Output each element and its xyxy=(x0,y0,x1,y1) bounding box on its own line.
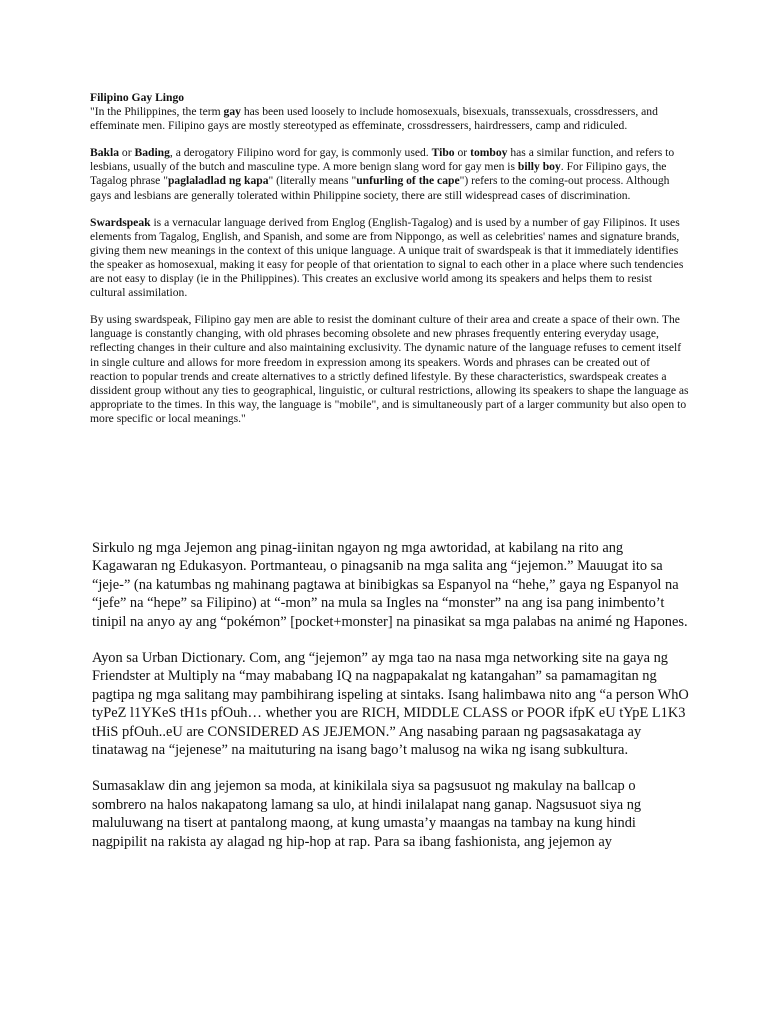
paragraph-fashion: Sumasaklaw din ang jejemon sa moda, at kinikilala siya sa pagsusuot ng makulay na ballcap o sombrero na halos nakapatong lamang sa ulo, at hindi inilalapat nang ganap. Nagsusuot siya ng maluluwang na tisert at pantalong maong, at kung umasta’y maangas na tambay na kung hindi nagpipilit na rakista ay alagad ng hip-hop at rap. Para sa ibang fashionista, ang jejemon ay xyxy=(92,778,642,850)
bold-term-bading: Bading xyxy=(134,146,170,160)
section-title: Filipino Gay Lingo xyxy=(90,91,185,104)
bold-term-bakla: Bakla xyxy=(90,146,119,160)
text-run: " (literally means " xyxy=(268,174,357,188)
tagalog-section xyxy=(92,539,692,869)
text-run: , a derogatory Filipino word for gay, is commonly used. xyxy=(169,146,432,160)
bold-term-gay: gay xyxy=(223,105,241,119)
paragraph-urban-dictionary: Ayon sa Urban Dictionary. Com, ang “jejemon” ay mga tao na nasa mga networking site na gaya ng Friendster at Multiply na “may mababang IQ na nagpapakalat ng katangahan” sa pamamagitan ng pagtipa ng mga salitang may pambihirang ispeling at sintaks. Isang halimbawa nito ang “a person WhO tyPeZ l1YKeS tH1s pfOuh… whether you are RICH, MIDDLE CLASS or POOR ifpK eU tYpE L1K3 tHiS pfOuh..eU are CONSIDERED AS JEJEMON.” Ang nasabing paraan ng pagsasakataga ay tinatawag na “jejenese” na maituturing na isang bago’t malusog na wika ng isang subkultura. xyxy=(92,650,689,759)
english-section xyxy=(90,91,690,439)
bold-term-tomboy: tomboy xyxy=(470,146,508,160)
text-run: or xyxy=(454,146,471,160)
text-run: has a similar function, and refers to lesbians, usually of the butch and masculine type. A more benign slang word for gay men is xyxy=(90,146,675,174)
paragraph-swardspeak xyxy=(90,216,690,301)
paragraph-resist: By using swardspeak, Filipino gay men are able to resist the dominant culture of their area and create a space of their own. The language is constantly changing, with old phrases becoming obsolete and new phrases frequently entering everyday usage, reflecting changes in their culture and also maintaining exclusivity. The dynamic nature of the language refuses to cement itself in single culture and allows for more freedom in expression among its speakers. Words and phrases can be created out of reaction to popular trends and create alternatives to a strictly defined lifestyle. By these characteristics, swardspeak creates a dissident group without any ties to geographical, linguistic, or cultural restrictions, allowing its speakers to shape the language as appropriate to the times. In this way, the language is "mobile", and is simultaneously part of a larger community but also open to more specific or local meanings." xyxy=(90,313,689,425)
bold-term-swardspeak: Swardspeak xyxy=(90,215,151,229)
text-run: or xyxy=(119,146,135,160)
paragraph-bakla xyxy=(90,146,690,202)
bold-term-paglaladlad: paglaladlad ng kapa xyxy=(167,174,269,188)
bold-term-billy-boy: billy boy xyxy=(517,160,561,174)
text-run: has been used loosely to include homosexuals, bisexuals, transsexuals, crossdressers, and effeminate men. Filipino gays are mostly stereotyped as effeminate, crossdressers, hairdressers, camp and ridiculed. xyxy=(90,105,658,133)
bold-term-tibo: Tibo xyxy=(431,146,455,160)
paragraph-jejemon-circle: Sirkulo ng mga Jejemon ang pinag-iinitan ngayon ng mga awtoridad, at kabilang na rito ang Kagawaran ng Edukasyon. Portmanteau, o pinagsanib na mga salita ang “jejemon.” Mauugat ito sa “jeje-” (na katumbas ng mahinang pagtawa at binibigkas sa Espanyol na “hehe,” gaya ng Espanyol na “jefe” na “hepe” sa Filipino) at “-mon” na mula sa Ingles na “monster” na ang isa pang inimbento’t tinipil na anyo ay ang “pokémon” [pocket+monster] na pinasikat sa mga palabas na animé ng Hapones. xyxy=(92,540,688,630)
paragraph-intro xyxy=(90,105,690,133)
text-run: is a vernacular language derived from Englog (English-Tagalog) and is used by a number of gay Filipinos. It uses elements from Tagalog, English, and Spanish, and some are from Nippongo, as well as celebrities' names and signature brands, giving them new meanings in the context of this unique language. A unique trait of swardspeak is that it immediately identifies the speaker as homosexual, making it easy for people of that orientation to signal to each other in a place where such tendencies are not easy to display (ie in the Philippines). This creates an exclusive world among its speakers and helps them to resist cultural assimilation. xyxy=(90,215,684,300)
text-run: . For Filipino gays, the Tagalog phrase " xyxy=(90,160,667,188)
text-run: "In the Philippines, the term xyxy=(90,105,224,119)
bold-term-unfurling: unfurling of the cape xyxy=(356,174,460,188)
text-run: ") refers to the coming-out process. Although gays and lesbians are generally tolerated within Philippine society, there are still widespread cases of discrimination. xyxy=(90,174,670,202)
